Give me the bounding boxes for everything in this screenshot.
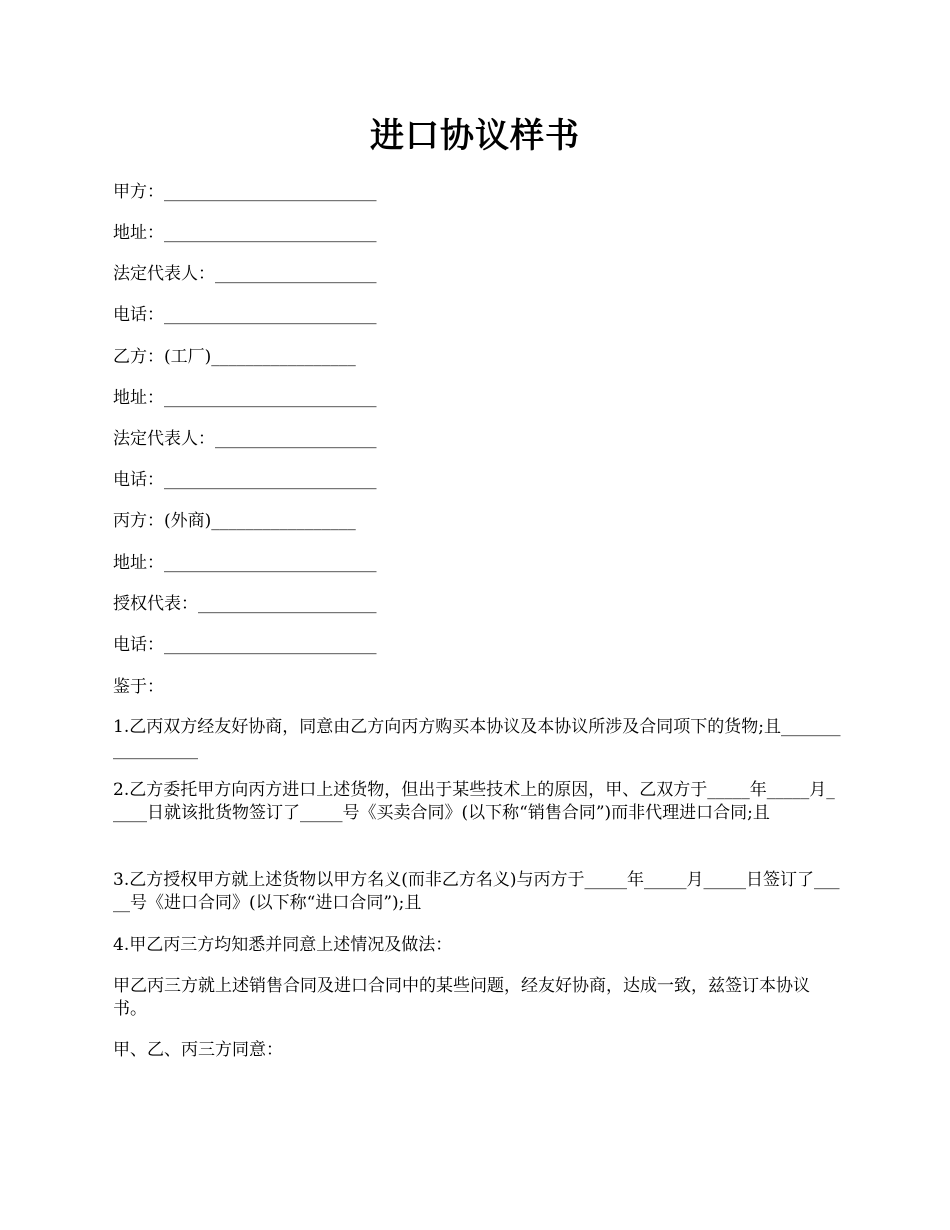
parties-agree-label: 甲、乙、丙三方同意： — [113, 1040, 283, 1060]
agreement-paragraph: 甲乙丙三方就上述销售合同及进口合同中的某些问题，经友好协商，达成一致，兹签订本协议书。 — [113, 976, 810, 1019]
party-a-address-line: 地址：_________________________ — [113, 223, 377, 243]
clause-2: 2.乙方委托甲方向丙方进口上述货物，但出于某些技术上的原因，甲、乙双方于_____年_____月_____日就该批货物签订了_____号《买卖合同》(以下称“销售合同”)而非代理进口合同;且 — [113, 780, 835, 823]
party-c-name-line: 丙方：(外商)_________________ — [113, 511, 356, 531]
clause-1: 1.乙丙双方经友好协商，同意由乙方向丙方购买本协议及本协议所涉及合同项下的货物;且_________________ — [113, 717, 841, 760]
clause-4: 4.甲乙丙三方均知悉并同意上述情况及做法： — [113, 935, 453, 955]
party-b-name-line: 乙方：(工厂)_________________ — [113, 347, 356, 367]
party-b-address-line: 地址：_________________________ — [113, 388, 377, 408]
party-c-address-line: 地址：_________________________ — [113, 553, 377, 573]
party-a-name-line: 甲方：_________________________ — [113, 182, 377, 202]
party-b-phone-line: 电话：_________________________ — [113, 470, 377, 490]
document-title: 进口协议样书 — [370, 116, 580, 156]
party-c-phone-line: 电话：_________________________ — [113, 635, 377, 655]
whereas-label: 鉴于： — [113, 677, 164, 697]
party-a-representative-line: 法定代表人：___________________ — [113, 264, 377, 284]
party-b-representative-line: 法定代表人：___________________ — [113, 429, 377, 449]
party-a-phone-line: 电话：_________________________ — [113, 305, 377, 325]
clause-3: 3.乙方授权甲方就上述货物以甲方名义(而非乙方名义)与丙方于_____年_____月_____日签订了_____号《进口合同》(以下称“进口合同”);且 — [113, 870, 840, 913]
party-c-representative-line: 授权代表：_____________________ — [113, 594, 377, 614]
